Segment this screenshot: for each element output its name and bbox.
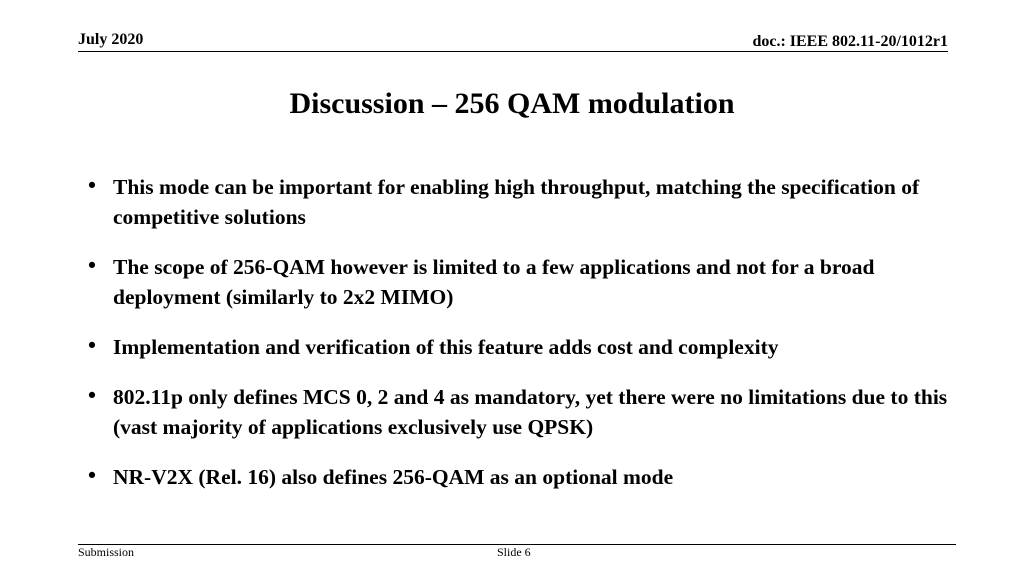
bullet-item [82, 462, 952, 492]
footer-submission-label: Submission [78, 545, 135, 559]
bullet-item [82, 252, 952, 312]
bullet-text: The scope of 256-QAM however is limited to a few applications and not for a broad deployment (similarly to 2x2 MIMO) [113, 255, 875, 309]
bullet-icon: • [85, 174, 99, 199]
bullet-item [82, 172, 952, 232]
header-divider [78, 51, 948, 52]
bullet-item [82, 332, 952, 362]
bullet-icon: • [85, 334, 99, 359]
bullet-icon: • [85, 254, 99, 279]
bullet-icon: • [85, 464, 99, 489]
bullet-item [82, 382, 952, 442]
bullet-icon: • [85, 384, 99, 409]
bullet-list [82, 172, 952, 512]
bullet-text: 802.11p only defines MCS 0, 2 and 4 as mandatory, yet there were no limitations due to this (vast majority of applications exclusively use QPSK) [113, 385, 948, 439]
footer-slide-number: Slide 6 [497, 545, 531, 559]
header-date: July 2020 [78, 31, 144, 48]
bullet-text: Implementation and verification of this feature adds cost and complexity [113, 335, 779, 359]
bullet-text: This mode can be important for enabling high throughput, matching the specification of competitive solutions [113, 175, 920, 229]
bullet-text: NR-V2X (Rel. 16) also defines 256-QAM as an optional mode [113, 465, 674, 489]
header-document-id: doc.: IEEE 802.11-20/1012r1 [752, 33, 948, 50]
slide-title: Discussion – 256 QAM modulation [289, 87, 735, 120]
